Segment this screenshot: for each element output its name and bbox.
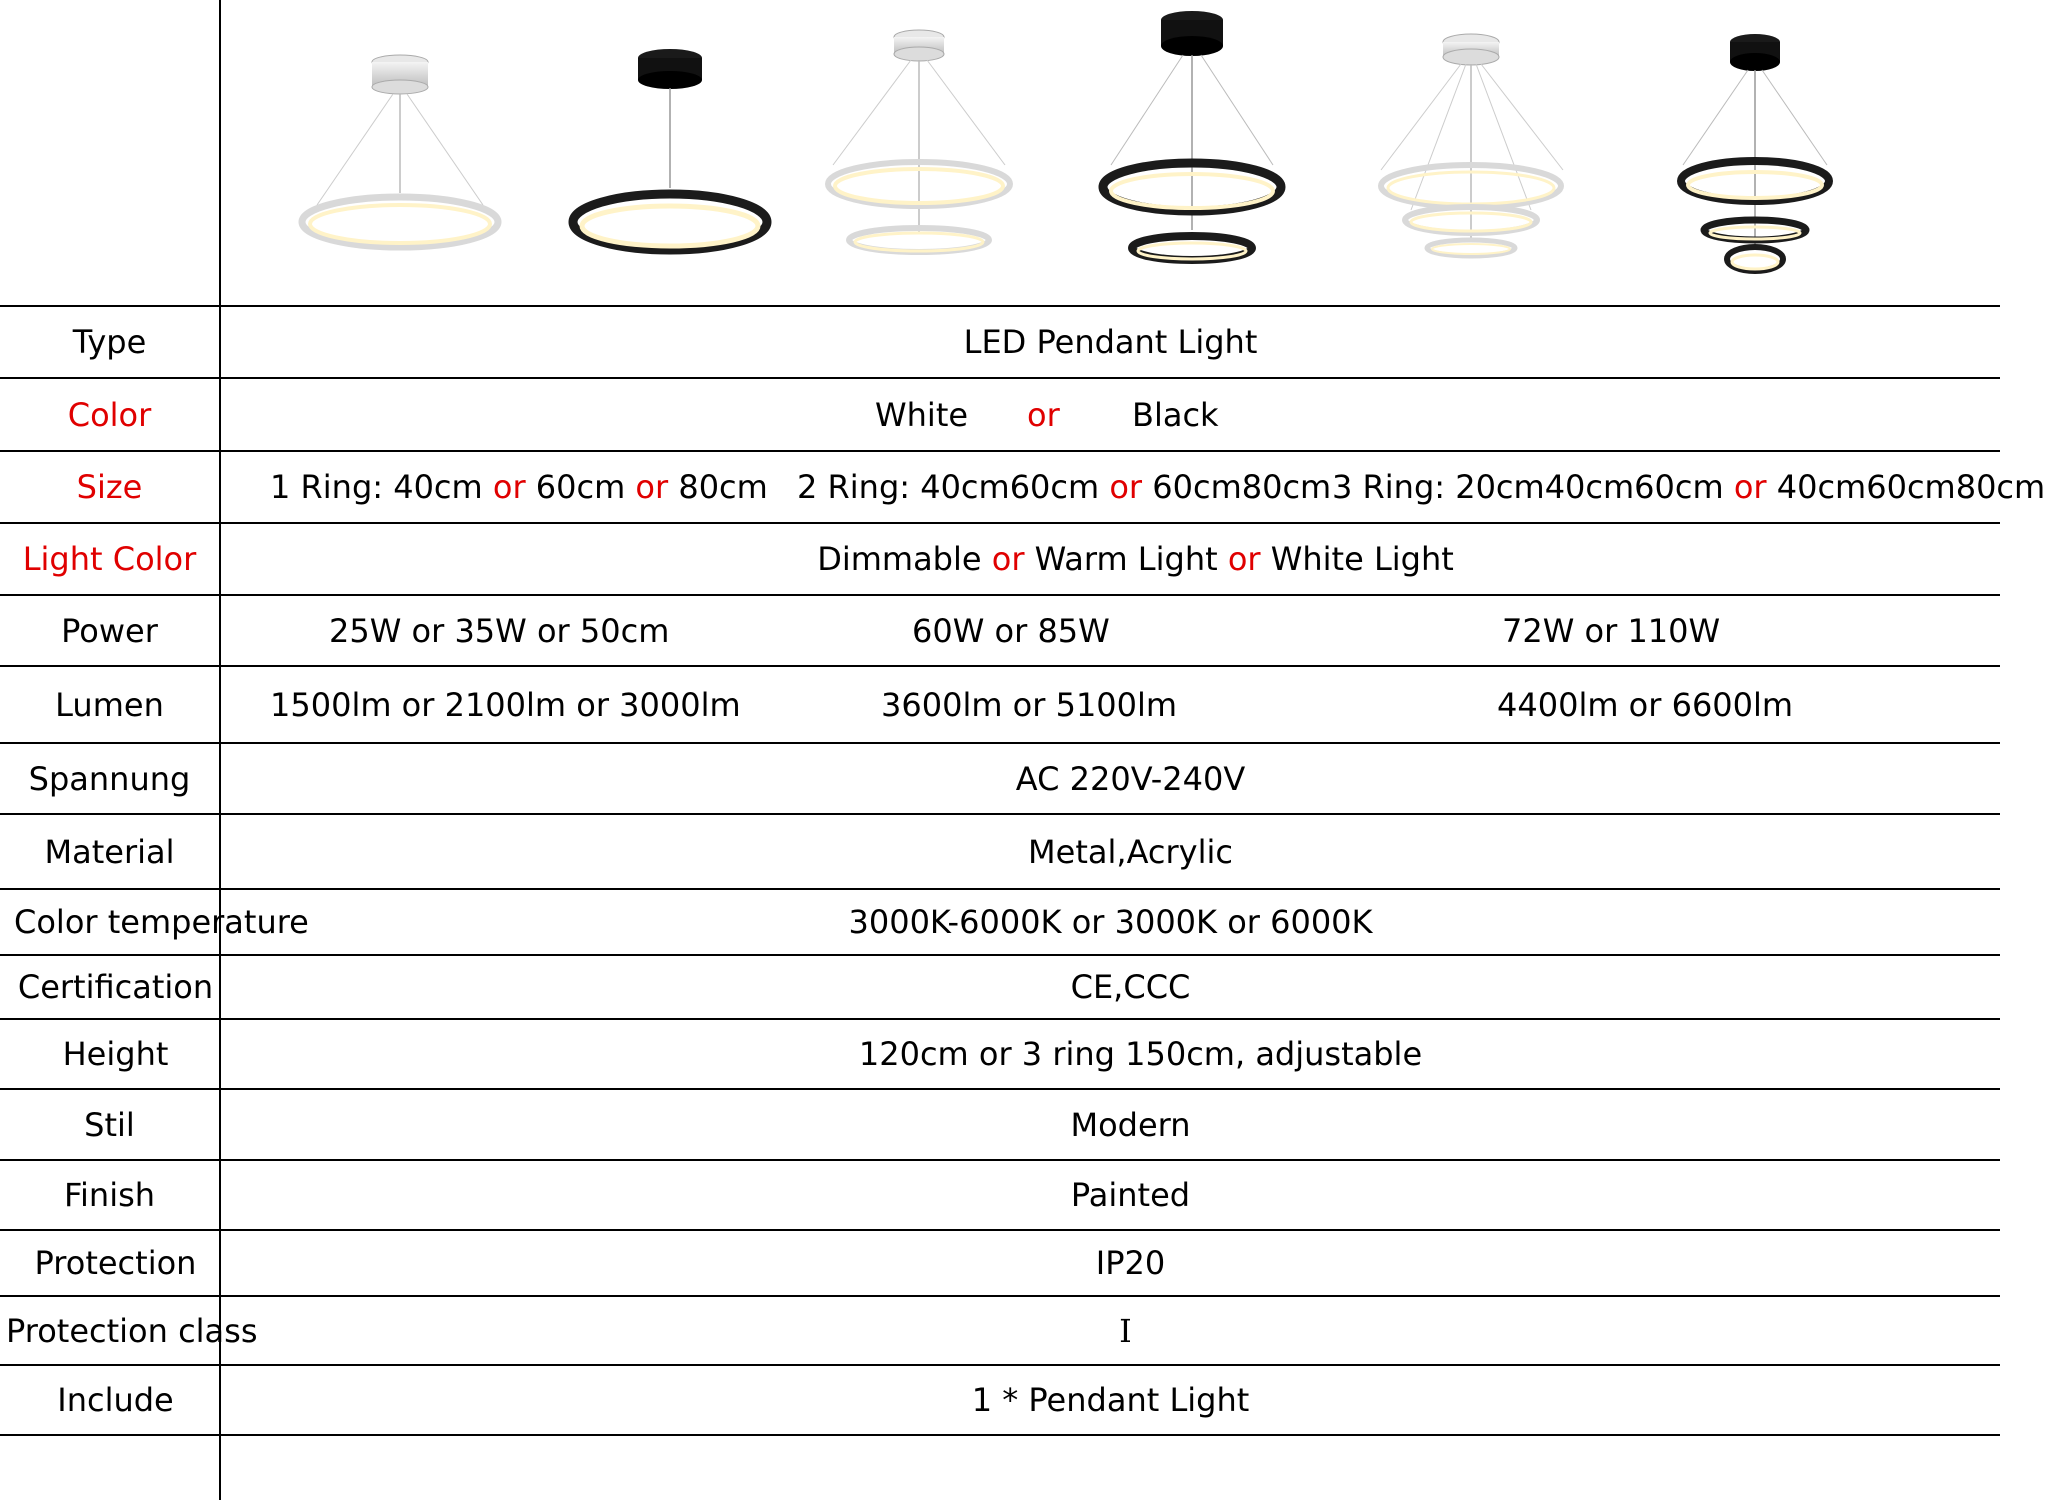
row-divider [0,1434,2000,1436]
size-2-ring [797,452,1331,522]
row-value [221,379,2000,450]
or-separator: or [635,468,669,506]
row-label: Power [61,611,158,650]
white-1-ring-lamp [302,55,498,247]
size-text: 60cm [525,468,636,506]
row-label: Light Color [22,540,197,578]
row-label: Type [72,323,147,361]
row-value: IP20 [1095,1244,1166,1282]
row-label: Include [57,1381,174,1419]
row-label: Size [76,468,143,506]
size-text: 2 Ring: 40cm60cm [797,468,1110,506]
row-label: Spannung [28,759,191,798]
black-3-ring-lamp [1681,34,1829,271]
power-3-ring: 72W or 110W [1502,611,1721,650]
row-label: Material [44,832,175,871]
size-text: 40cm60cm80cm [1766,468,2045,506]
size-text: 60cm80cm [1142,468,1332,506]
row-value: Metal,Acrylic [1028,832,1233,871]
row-value [221,596,2000,665]
row-protection-class [0,1297,2000,1364]
row-stil [0,1090,2000,1159]
row-value: I [1119,1311,1132,1350]
size-1-ring [270,452,768,522]
lumen-2-ring: 3600lm or 5100lm [881,685,1178,724]
or-separator: or [1027,395,1060,434]
row-lumen [0,667,2000,742]
power-1-ring: 25W or 35W or 50cm [329,611,670,650]
product-images [221,0,2000,305]
row-value [221,452,2045,522]
light-option: Warm Light [1024,540,1228,578]
black-1-ring-lamp [573,49,767,250]
or-separator: or [991,540,1025,578]
row-value: 3000K-6000K or 3000K or 6000K [848,903,1373,941]
row-color-temperature [0,890,2000,954]
row-color [0,379,2000,450]
row-label: Protection [34,1244,197,1282]
black-2-ring-lamp [1103,11,1281,260]
row-label: Certification [17,968,214,1006]
row-height [0,1020,2000,1088]
row-include [0,1366,2000,1434]
row-value: 1 * Pendant Light [971,1381,1250,1419]
size-text: 3 Ring: 20cm40cm60cm [1332,468,1734,506]
row-value: CE,CCC [1070,968,1191,1006]
white-2-ring-lamp [828,30,1010,252]
row-value [221,524,2000,594]
row-certification [0,956,2000,1018]
light-option: White Light [1260,540,1454,578]
or-separator: or [1109,468,1143,506]
row-power [0,596,2000,665]
lumen-3-ring: 4400lm or 6600lm [1497,685,1794,724]
row-value [221,667,2000,742]
row-label: Lumen [55,685,164,724]
row-label: Color [67,395,152,434]
row-label: Finish [63,1176,156,1214]
size-3-ring [1332,452,2045,522]
lumen-1-ring: 1500lm or 2100lm or 3000lm [270,685,741,724]
row-material [0,815,2000,888]
color-option-white: White [875,395,969,434]
color-option-black: Black [1132,395,1219,434]
row-value: Painted [1070,1176,1191,1214]
light-option: Dimmable [817,540,992,578]
row-label: Color temperature [14,903,309,941]
row-protection [0,1231,2000,1295]
or-separator: or [1733,468,1767,506]
row-spannung [0,744,2000,813]
row-value: LED Pendant Light [963,323,1258,361]
or-separator: or [492,468,526,506]
row-value: 120cm or 3 ring 150cm, adjustable [858,1035,1423,1073]
row-value: AC 220V-240V [1015,759,1246,798]
size-text: 1 Ring: 40cm [270,468,493,506]
row-value: Modern [1070,1105,1191,1144]
white-3-ring-lamp [1381,34,1563,256]
product-images-svg [221,0,2000,305]
power-2-ring: 60W or 85W [912,611,1110,650]
row-type [0,307,2000,377]
row-label: Protection class [6,1311,258,1350]
row-label: Stil [84,1105,135,1144]
or-separator: or [1227,540,1261,578]
size-text: 80cm [668,468,768,506]
row-label: Height [62,1035,169,1073]
row-size [0,452,2045,522]
row-finish [0,1161,2000,1229]
row-light-color [0,524,2000,594]
